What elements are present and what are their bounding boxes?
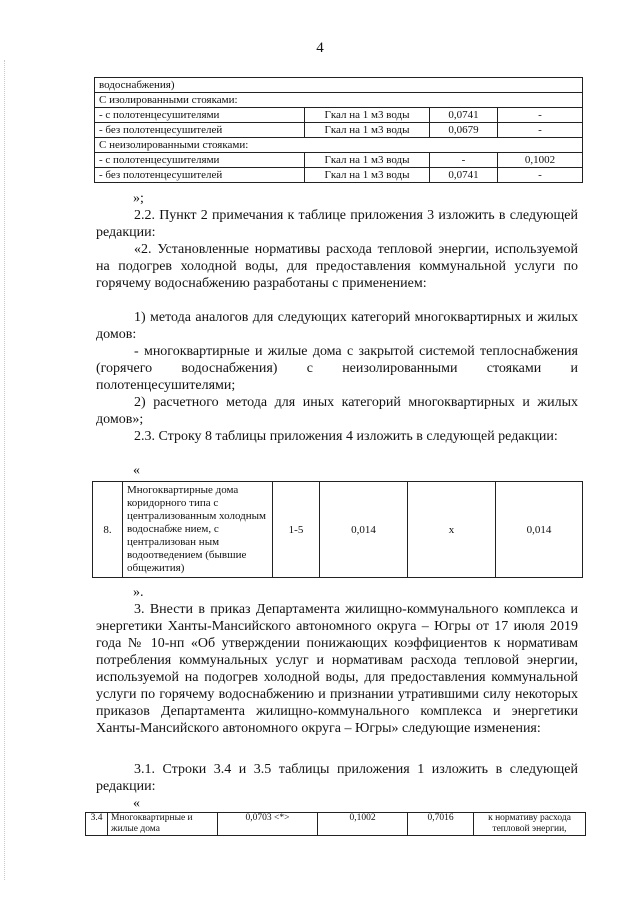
page-number: 4: [316, 40, 324, 56]
category-cell: - без полотенцесушителей: [95, 168, 305, 183]
paragraph-2-2: 2.2. Пункт 2 примечания к таблице приложения 3 изложить в следующей редакции:: [96, 208, 578, 240]
table-row: [95, 93, 583, 108]
category-cell: - с полотенцесушителями: [95, 153, 305, 168]
unit-cell: Гкал на 1 м3 воды: [305, 153, 430, 168]
row-value-1: 0,0703 <*>: [218, 813, 318, 836]
quote-close-1: »;: [133, 191, 144, 206]
section-heading-cell: С изолированными стояками:: [95, 93, 583, 108]
table-row: [95, 123, 583, 138]
unit-cell: Гкал на 1 м3 воды: [305, 108, 430, 123]
row-8-table: [92, 481, 583, 578]
row-value-3: 0,014: [496, 482, 583, 578]
paragraph-2-3: 2.3. Строку 8 таблицы приложения 4 изложить в следующей редакции:: [134, 429, 558, 444]
quote-open-2: «: [133, 463, 140, 478]
quote-open-3: «: [133, 796, 140, 811]
norms-table: [94, 77, 583, 183]
table-row: [95, 153, 583, 168]
section-heading-cell: водоснабжения): [95, 78, 583, 93]
value-cell-1: -: [430, 153, 498, 168]
row-value-1: 0,014: [320, 482, 408, 578]
value-cell-1: 0,0741: [430, 168, 498, 183]
section-heading-cell: С неизолированными стояками:: [95, 138, 583, 153]
paragraph-3-1: 3.1. Строки 3.4 и 3.5 таблицы приложения 1 изложить в следующей редакции:: [96, 762, 578, 794]
row-value-4: к нормативу расхода тепловой энергии,: [474, 813, 586, 836]
table-row: [95, 168, 583, 183]
table-row: [86, 813, 586, 836]
paragraph-method-1-item: - многоквартирные и жилые дома с закрытой системой теплоснабжения (горячего водоснабжения) с неизолированными стояками и полотенцесушителями;: [96, 344, 578, 393]
value-cell-2: 0,1002: [498, 153, 583, 168]
table-row: [93, 482, 583, 578]
row-3-4-table: [85, 812, 586, 836]
row-value-2: 0,1002: [318, 813, 408, 836]
row-description: Многоквартирные дома коридорного типа с централизованным холодным водоснабже нием, с централизован ным водоотведением (бывшие общежития): [123, 482, 273, 578]
paragraph-note-2: «2. Установленные нормативы расхода тепловой энергии, используемой на подогрев холодной воды, для предоставления коммунальной услуги по горячему водоснабжению разработаны с применением:: [96, 242, 578, 291]
row-description: Многоквартирные и жилые дома: [108, 813, 218, 836]
category-cell: - без полотенцесушителей: [95, 123, 305, 138]
unit-cell: Гкал на 1 м3 воды: [305, 168, 430, 183]
paragraph-method-2: 2) расчетного метода для иных категорий многоквартирных и жилых домов»;: [96, 395, 578, 427]
unit-cell: Гкал на 1 м3 воды: [305, 123, 430, 138]
row-number: 8.: [93, 482, 123, 578]
row-floors: 1-5: [273, 482, 320, 578]
table-row: [95, 108, 583, 123]
value-cell-2: -: [498, 168, 583, 183]
table-row: [95, 78, 583, 93]
paragraph-3: 3. Внести в приказ Департамента жилищно-коммунального комплекса и энергетики Ханты-Мансийского автономного округа – Югры от 17 июля 2019 года № 10-нп «Об утверждении понижающих коэффициентов к нормативам потребления коммунальных услуг и нормативам расхода тепловой энергии, используемой на подогрев холодной воды, для предоставления коммунальной услуги по горячему водоснабжению и признании утратившими силу некоторых приказов Департамента жилищно-коммунального комплекса и энергетики Ханты-Мансийского автономного округа – Югры» следующие изменения:: [96, 602, 578, 736]
category-cell: - с полотенцесушителями: [95, 108, 305, 123]
table-row: [95, 138, 583, 153]
row-number: 3.4: [86, 813, 108, 836]
value-cell-2: -: [498, 108, 583, 123]
paragraph-method-1: 1) метода аналогов для следующих категорий многоквартирных и жилых домов:: [96, 310, 578, 342]
quote-close-2: ».: [133, 585, 144, 600]
row-value-2: х: [408, 482, 496, 578]
scan-margin: [4, 60, 6, 880]
row-value-3: 0,7016: [408, 813, 474, 836]
value-cell-1: 0,0679: [430, 123, 498, 138]
value-cell-1: 0,0741: [430, 108, 498, 123]
value-cell-2: -: [498, 123, 583, 138]
